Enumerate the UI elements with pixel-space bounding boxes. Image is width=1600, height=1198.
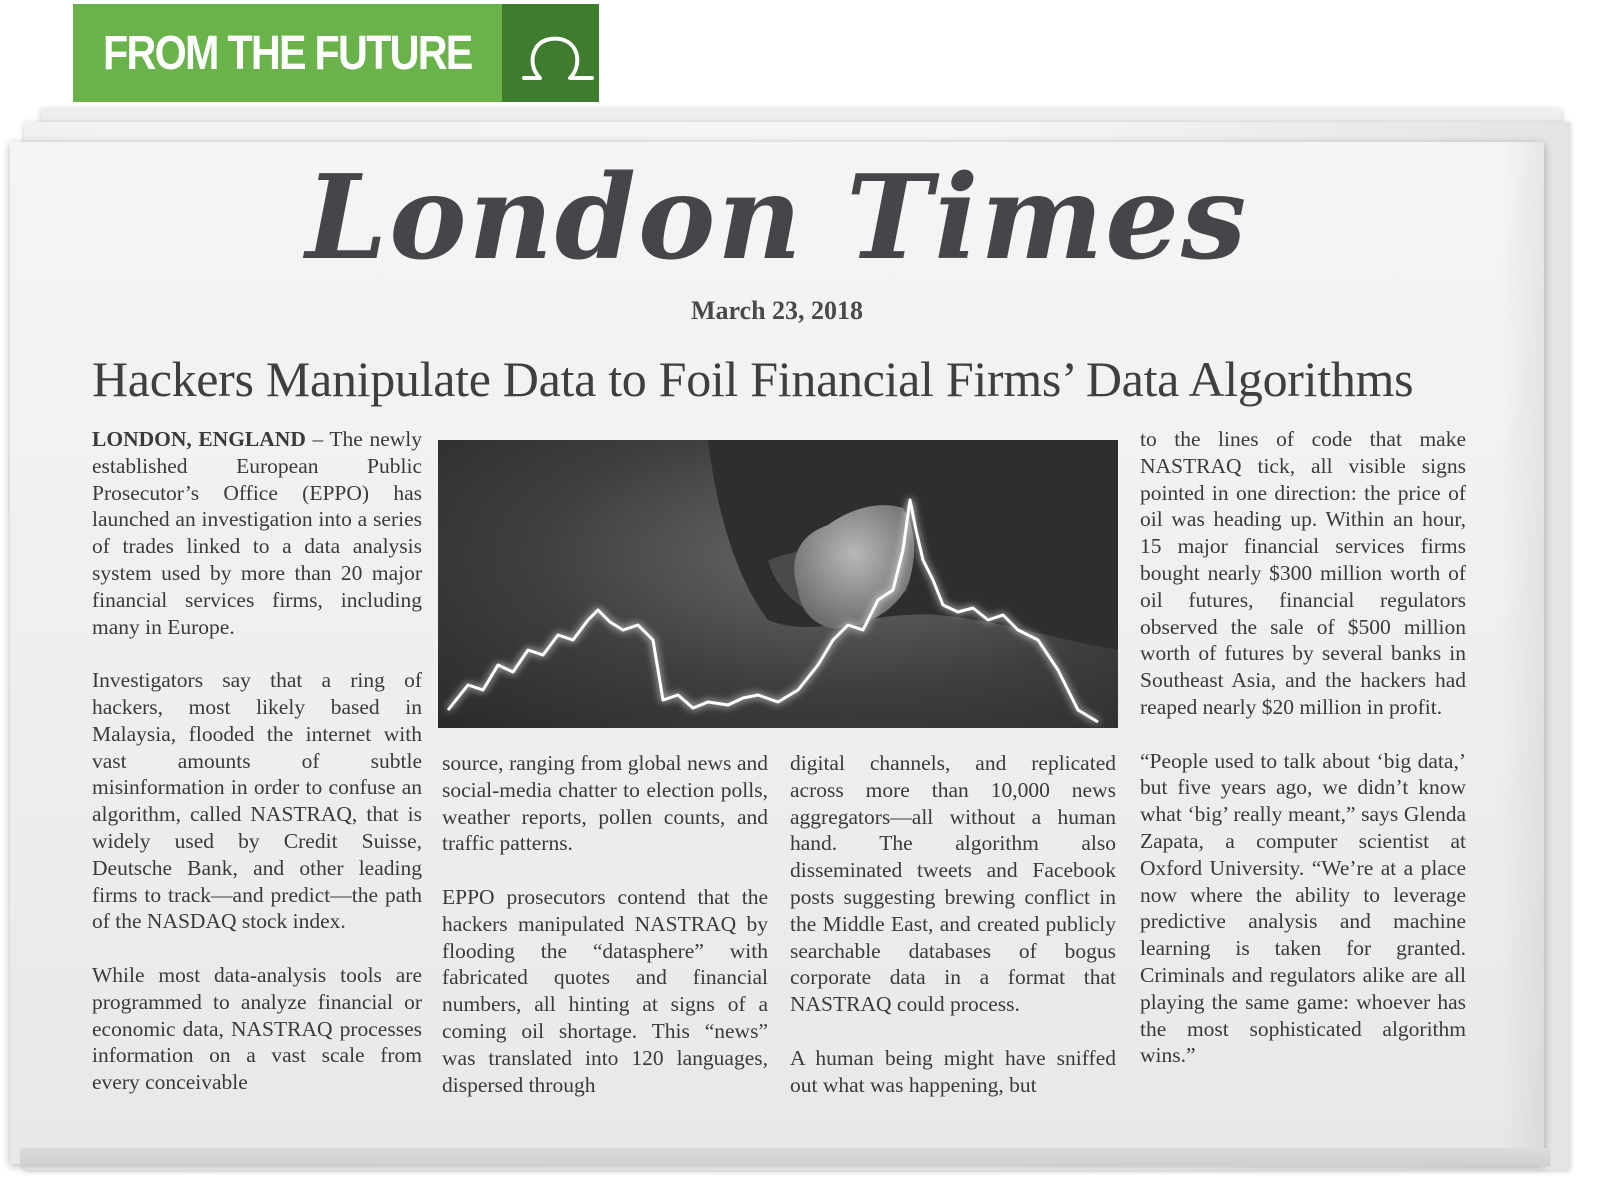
article-paragraph: “People used to talk about ‘big data,’ but five years ago, we didn’t know what ‘big’ really meant,” says Glenda Zapata, a computer scientist at Oxford University. “We’re at a place now where the ability to leverage predictive analysis and machine learning is taken for granted. Criminals and regulators alike are all playing the same game: whoever has the most sophisticated algorithm wins.” (1140, 748, 1466, 1068)
article-paragraph: While most data-analysis tools are programmed to analyze financial or economic data, NASTRAQ processes information on a vast scale from every conceivable (92, 962, 422, 1095)
article-paragraph: EPPO prosecutors contend that the hackers manipulated NASTRAQ by flooding the “datasphere” with fabricated quotes and financial numbers, all hinting at signs of a coming oil shortage. This “news” was translated into 120 languages, dispersed through (442, 884, 768, 1097)
newspaper-masthead: London Times (305, 150, 1249, 286)
article-paragraph: LONDON, ENGLAND – The newly established European Public Prosecutor’s Office (EPPO) has launched an investigation into a series of trades linked to a data analysis system used by more than 20 major financial services firms, including many in Europe. (92, 427, 422, 639)
article-dateline: LONDON, ENGLAND (92, 427, 306, 451)
article-paragraph: source, ranging from global news and social-media chatter to election polls, weather reports, pollen counts, and traffic patterns. (442, 751, 768, 856)
article-paragraph: A human being might have sniffed out what was happening, but (790, 1045, 1116, 1097)
article-paragraph: to the lines of code that make NASTRAQ tick, all visible signs pointed in one direction: the price of oil was heading up. Within an hour, 15 major financial services firms bought nearly $300 million worth of oil futures, financial regulators observed the sale of $500 million worth of futures by several banks in Southeast Asia, and the hackers had reaped nearly $20 million in profit. (1140, 427, 1466, 719)
article-headline: Hackers Manipulate Data to Foil Financial Firms’ Data Algorithms (92, 351, 1414, 407)
article-paragraph: Investigators say that a ring of hackers, most likely based in Malaysia, flooded the internet with vast amounts of subtle misinformation in order to confuse an algorithm, called NASTRAQ, that is widely used by Credit Suisse, Deutsche Bank, and other leading firms to track—and predict—the path of the NASDAQ stock index. (92, 668, 422, 934)
omega-icon (502, 4, 599, 102)
article-column-2 (442, 750, 768, 1098)
article-column-4 (1140, 426, 1466, 1069)
article-column-1 (92, 426, 422, 1096)
newspaper-bottom-fold (20, 1148, 1550, 1166)
article-photo (438, 440, 1118, 728)
banner-label: FROM THE FUTURE (73, 4, 502, 102)
from-the-future-banner (73, 4, 599, 102)
article-column-3 (790, 750, 1116, 1098)
issue-date: March 23, 2018 (690, 296, 864, 325)
article-paragraph: digital channels, and replicated across more than 10,000 news aggregators—all without a human hand. The algorithm also disseminated tweets and Facebook posts suggesting brewing conflict in the Middle East, and created publicly searchable databases of bogus corporate data in a format that NASTRAQ could process. (790, 751, 1116, 1017)
